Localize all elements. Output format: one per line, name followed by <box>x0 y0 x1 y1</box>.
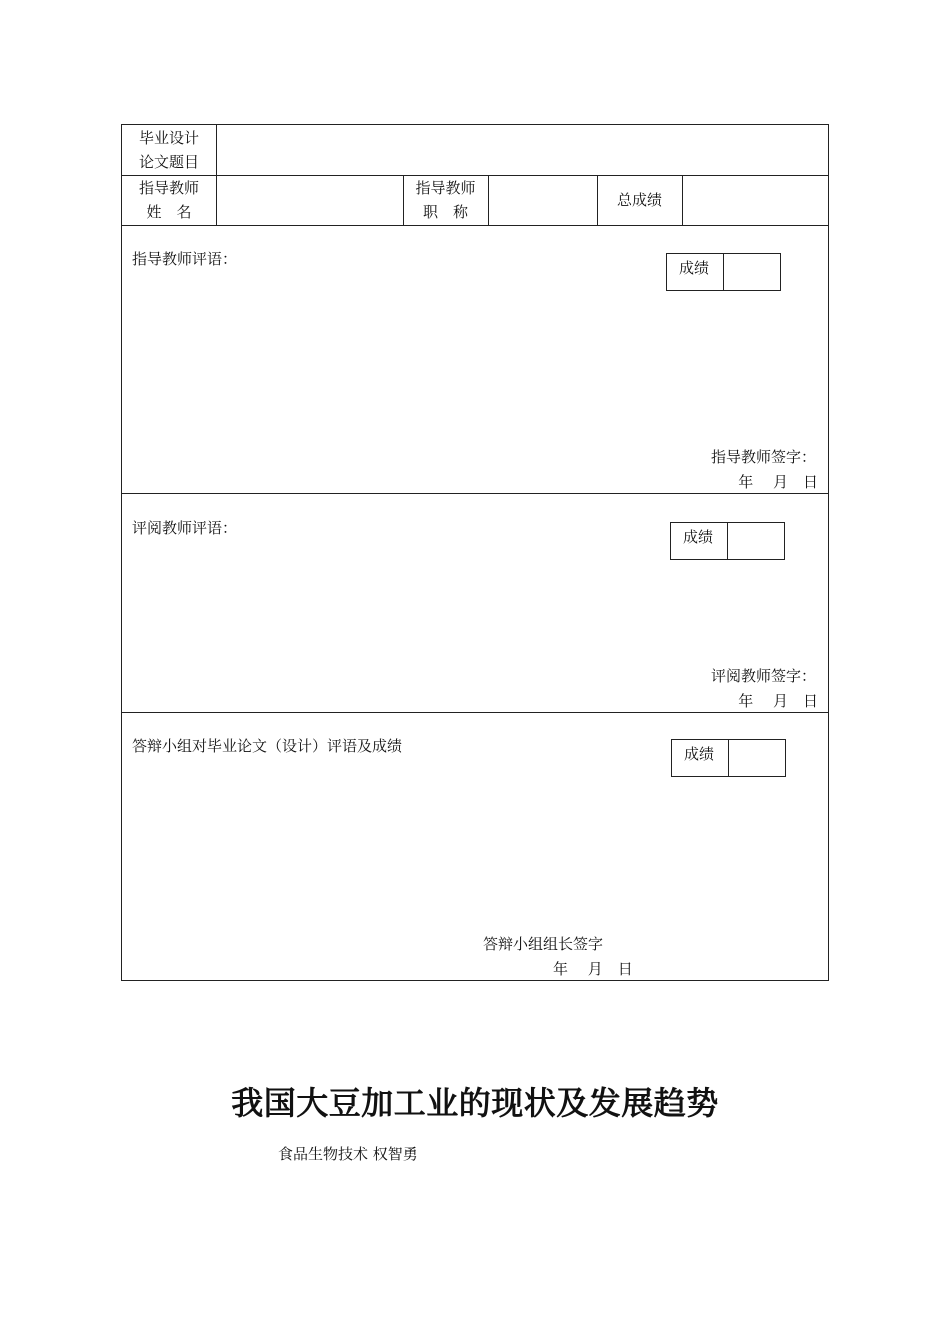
col-divider <box>216 125 217 225</box>
defense-score-box <box>671 739 786 777</box>
topic-label <box>122 126 216 174</box>
topic-label-line2: 论文题目 <box>138 153 199 171</box>
advisor-comment-heading: 指导教师评语： <box>132 250 238 268</box>
defense-score-label: 成绩 <box>684 745 715 763</box>
score-box-divider <box>723 254 724 290</box>
col-divider <box>682 175 683 225</box>
defense-date-label: 年 月 日 <box>553 960 633 978</box>
row-divider <box>122 493 828 494</box>
row-divider <box>122 225 828 226</box>
advisor-score-label: 成绩 <box>679 259 710 277</box>
advisor-title-label-line1: 指导教师 <box>415 179 476 197</box>
score-box-divider <box>728 740 729 776</box>
advisor-name-label-line2: 姓 名 <box>146 203 192 221</box>
reviewer-signature-label: 评阅教师签字： <box>710 667 816 685</box>
reviewer-score-box <box>670 522 785 560</box>
advisor-title-label <box>403 176 488 224</box>
reviewer-date-label: 年 月 日 <box>738 692 818 710</box>
score-box-divider <box>727 523 728 559</box>
advisor-date-label: 年 月 日 <box>738 473 818 491</box>
reviewer-score-label: 成绩 <box>683 528 714 546</box>
reviewer-comment-heading: 评阅教师评语： <box>132 519 238 537</box>
paper-byline: 食品生物技术 权智勇 <box>278 1145 418 1163</box>
advisor-signature-label: 指导教师签字： <box>710 448 816 466</box>
advisor-name-label-line1: 指导教师 <box>138 179 199 197</box>
total-score-label: 总成绩 <box>616 191 662 209</box>
paper-title: 我国大豆加工业的现状及发展趋势 <box>231 1084 719 1122</box>
topic-label-line1: 毕业设计 <box>138 129 199 147</box>
advisor-title-label-line2: 职 称 <box>422 203 468 221</box>
advisor-score-box <box>666 253 781 291</box>
defense-signature-label: 答辩小组组长签字 <box>483 935 604 953</box>
col-divider <box>488 175 489 225</box>
advisor-name-label <box>122 176 216 224</box>
defense-comment-heading: 答辩小组对毕业论文（设计）评语及成绩 <box>132 737 403 755</box>
evaluation-form <box>121 124 829 981</box>
row-divider <box>122 712 828 713</box>
